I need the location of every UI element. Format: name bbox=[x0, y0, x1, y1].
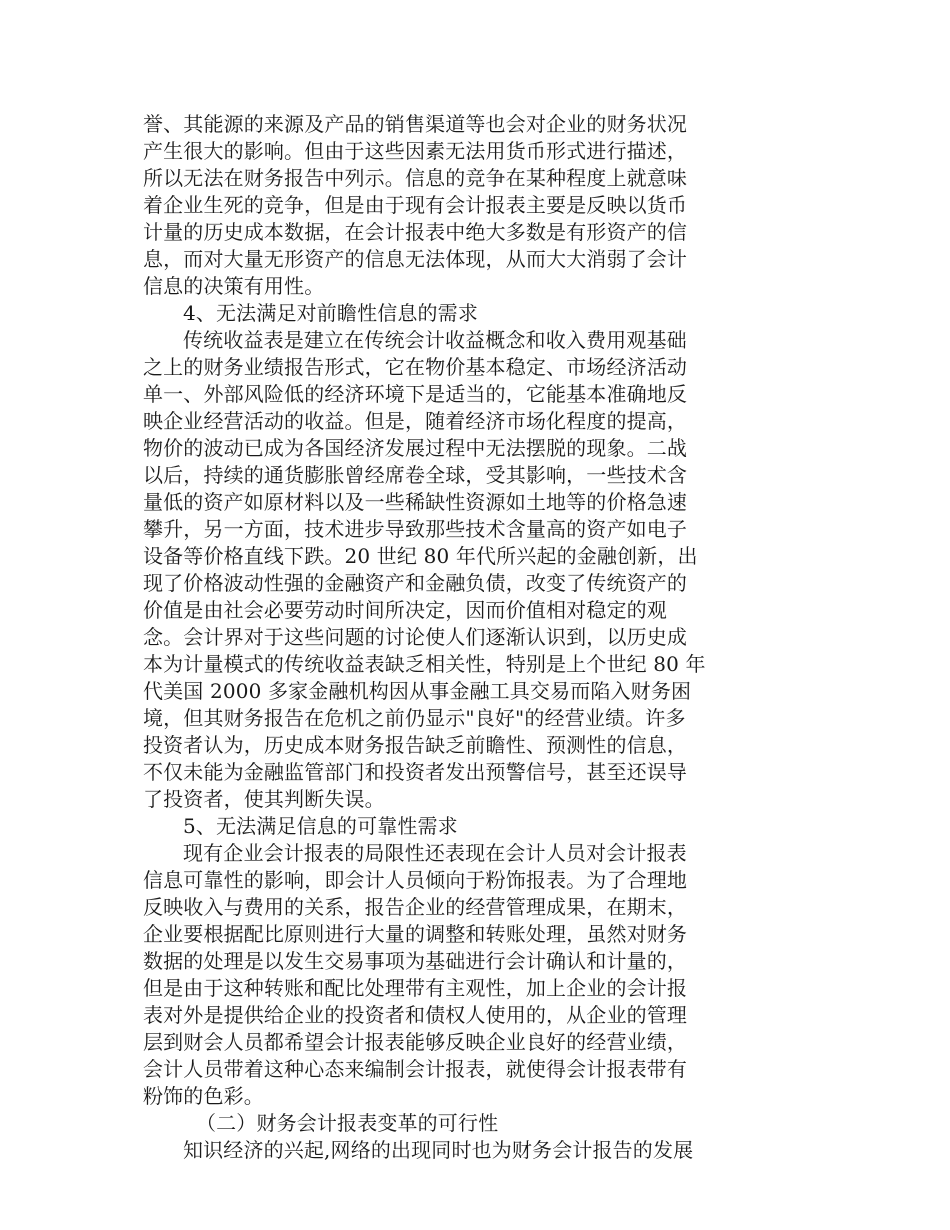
text-line: 誉、其能源的来源及产品的销售渠道等也会对企业的财务状况 bbox=[143, 112, 688, 136]
text-line: 本为计量模式的传统收益表缺乏相关性，特别是上个世纪 80 年 bbox=[143, 652, 706, 676]
text-line: 设备等价格直线下跌。20 世纪 80 年代所兴起的金融创新，出 bbox=[143, 544, 698, 568]
text-line: 知识经济的兴起,网络的出现同时也为财务会计报告的发展 bbox=[183, 1138, 694, 1162]
text-line: 投资者认为，历史成本财务报告缺乏前瞻性、预测性的信息， bbox=[143, 733, 688, 757]
text-line: 传统收益表是建立在传统会计收益概念和收入费用观基础 bbox=[183, 328, 687, 352]
text-line: 量低的资产如原材料以及一些稀缺性资源如土地等的价格急速 bbox=[143, 490, 688, 514]
text-line: 境，但其财务报告在危机之前仍显示"良好"的经营业绩。许多 bbox=[143, 706, 686, 730]
text-line: 价值是由社会必要劳动时间所决定，因而价值相对稳定的观 bbox=[143, 598, 667, 622]
text-line: 层到财会人员都希望会计报表能够反映企业良好的经营业绩， bbox=[143, 1030, 688, 1054]
text-line: 计量的历史成本数据，在会计报表中绝大多数是有形资产的信 bbox=[143, 220, 688, 244]
text-line: 了投资者，使其判断失误。 bbox=[143, 787, 385, 811]
text-line: 代美国 2000 多家金融机构因从事金融工具交易而陷入财务困 bbox=[143, 679, 692, 703]
text-line: 现了价格波动性强的金融资产和金融负债，改变了传统资产的 bbox=[143, 571, 688, 595]
text-line: 数据的处理是以发生交易事项为基础进行会计确认和计量的， bbox=[143, 949, 688, 973]
text-line: 着企业生死的竞争，但是由于现有会计报表主要是反映以货币 bbox=[143, 193, 688, 217]
text-line: 信息的决策有用性。 bbox=[143, 274, 325, 298]
text-line: 4、无法满足对前瞻性信息的需求 bbox=[183, 301, 478, 325]
text-line: 以后，持续的通货膨胀曾经席卷全球，受其影响，一些技术含 bbox=[143, 463, 688, 487]
text-line: 之上的财务业绩报告形式，它在物价基本稳定、市场经济活动 bbox=[143, 355, 688, 379]
text-line: 所以无法在财务报告中列示。信息的竞争在某种程度上就意味 bbox=[143, 166, 688, 190]
text-line: 产生很大的影响。但由于这些因素无法用货币形式进行描述， bbox=[143, 139, 688, 163]
text-line: 信息可靠性的影响，即会计人员倾向于粉饰报表。为了合理地 bbox=[143, 868, 688, 892]
text-line: 反映收入与费用的关系，报告企业的经营管理成果，在期末， bbox=[143, 895, 688, 919]
text-line: 现有企业会计报表的局限性还表现在会计人员对会计报表 bbox=[183, 841, 687, 865]
text-line: 粉饰的色彩。 bbox=[143, 1084, 264, 1108]
text-line: 念。会计界对于这些问题的讨论使人们逐渐认识到，以历史成 bbox=[143, 625, 688, 649]
body-text bbox=[143, 111, 747, 1164]
text-line: 但是由于这种转账和配比处理带有主观性，加上企业的会计报 bbox=[143, 976, 688, 1000]
text-line: 企业要根据配比原则进行大量的调整和转账处理，虽然对财务 bbox=[143, 922, 688, 946]
text-line: 表对外是提供给企业的投资者和债权人使用的，从企业的管理 bbox=[143, 1003, 688, 1027]
text-line: 单一、外部风险低的经济环境下是适当的，它能基本准确地反 bbox=[143, 382, 688, 406]
text-line: 会计人员带着这种心态来编制会计报表，就使得会计报表带有 bbox=[143, 1057, 688, 1081]
text-line: 不仅未能为金融监管部门和投资者发出预警信号，甚至还误导 bbox=[143, 760, 688, 784]
text-line: 映企业经营活动的收益。但是，随着经济市场化程度的提高， bbox=[143, 409, 688, 433]
text-line: 攀升，另一方面，技术进步导致那些技术含量高的资产如电子 bbox=[143, 517, 688, 541]
text-line: （二）财务会计报表变革的可行性 bbox=[196, 1111, 499, 1135]
text-line: 息，而对大量无形资产的信息无法体现，从而大大消弱了会计 bbox=[143, 247, 688, 271]
text-line: 5、无法满足信息的可靠性需求 bbox=[183, 814, 458, 838]
text-line: 物价的波动已成为各国经济发展过程中无法摆脱的现象。二战 bbox=[143, 436, 688, 460]
